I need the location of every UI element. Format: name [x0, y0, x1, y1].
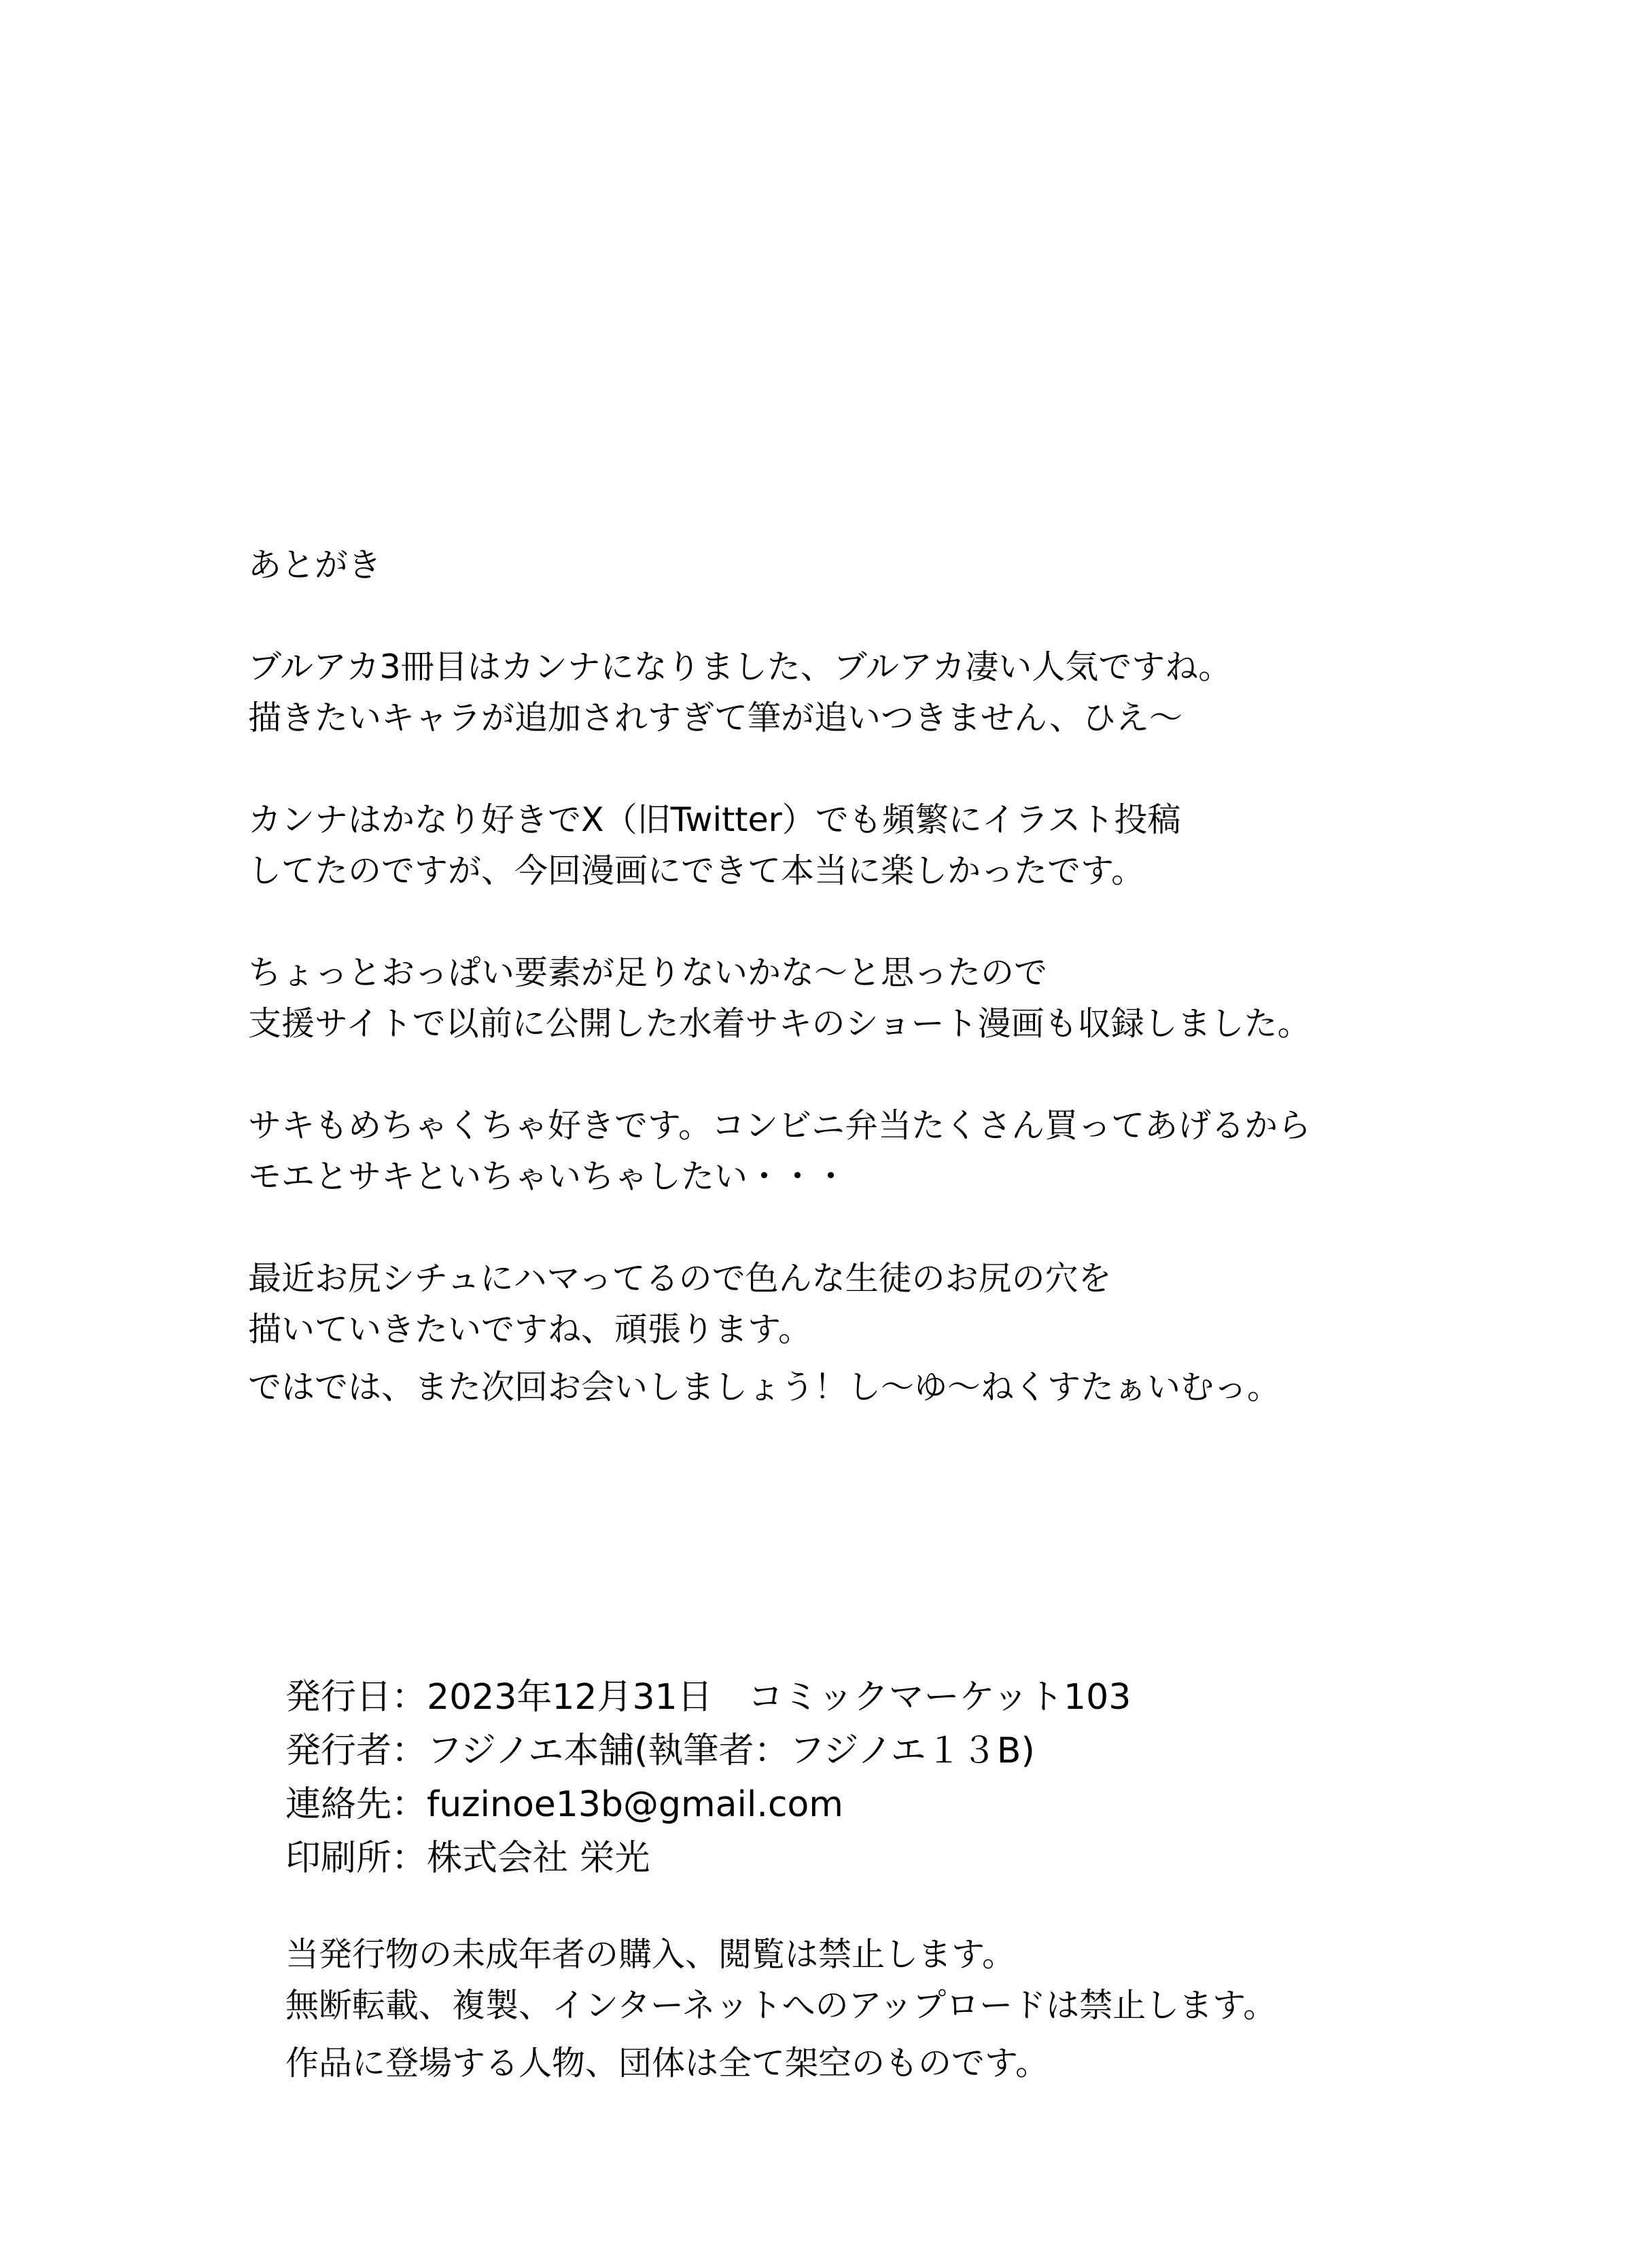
notice-line: 当発行物の未成年者の購入、閲覧は禁止します。: [285, 1935, 1016, 1974]
afterword-line: ではでは、また次回お会いしましょう！し～ゆ～ねくすたぁいむっ。: [248, 1368, 1281, 1406]
afterword-line: ブルアカ3冊目はカンナになりました、ブルアカ凄い人気ですね。: [248, 648, 1232, 686]
colophon-publish-date: 発行日：2023年12月31日 コミックマーケット103: [285, 1677, 1132, 1718]
afterword-line: 描いていきたいですね、頑張ります。: [248, 1310, 812, 1349]
afterword-line: 描きたいキャラが追加されすぎて筆が追いつきません、ひえ～: [248, 698, 1182, 737]
afterword-line: カンナはかなり好きでX（旧Twitter）でも頻繁にイラスト投稿: [248, 800, 1181, 839]
afterword-line: ちょっとおっぱい要素が足りないかな～と思ったので: [248, 953, 1048, 992]
afterword-line: モエとサキといちゃいちゃしたい・・・: [248, 1157, 848, 1196]
afterword-heading: あとがき: [248, 546, 382, 584]
notice-line: 作品に登場する人物、団体は全て架空のものです。: [285, 2044, 1049, 2083]
notice-line: 無断転載、複製、インターネットへのアップロードは禁止します。: [285, 1986, 1277, 2025]
afterword-line: してたのですが、今回漫画にできて本当に楽しかったです。: [248, 851, 1145, 890]
colophon-printer: 印刷所：株式会社 栄光: [285, 1838, 650, 1879]
afterword-line: サキもめちゃくちゃ好きです。コンビニ弁当たくさん買ってあげるから: [248, 1106, 1312, 1145]
colophon-contact: 連絡先：fuzinoe13b@gmail.com: [285, 1784, 843, 1825]
afterword-line: 支援サイトで以前に公開した水着サキのショート漫画も収録しました。: [248, 1004, 1311, 1043]
afterword-line: 最近お尻シチュにハマってるので色んな生徒のお尻の穴を: [248, 1259, 1112, 1298]
colophon-publisher: 発行者：フジノエ本舗(執筆者：フジノエ１３B): [285, 1731, 1035, 1771]
